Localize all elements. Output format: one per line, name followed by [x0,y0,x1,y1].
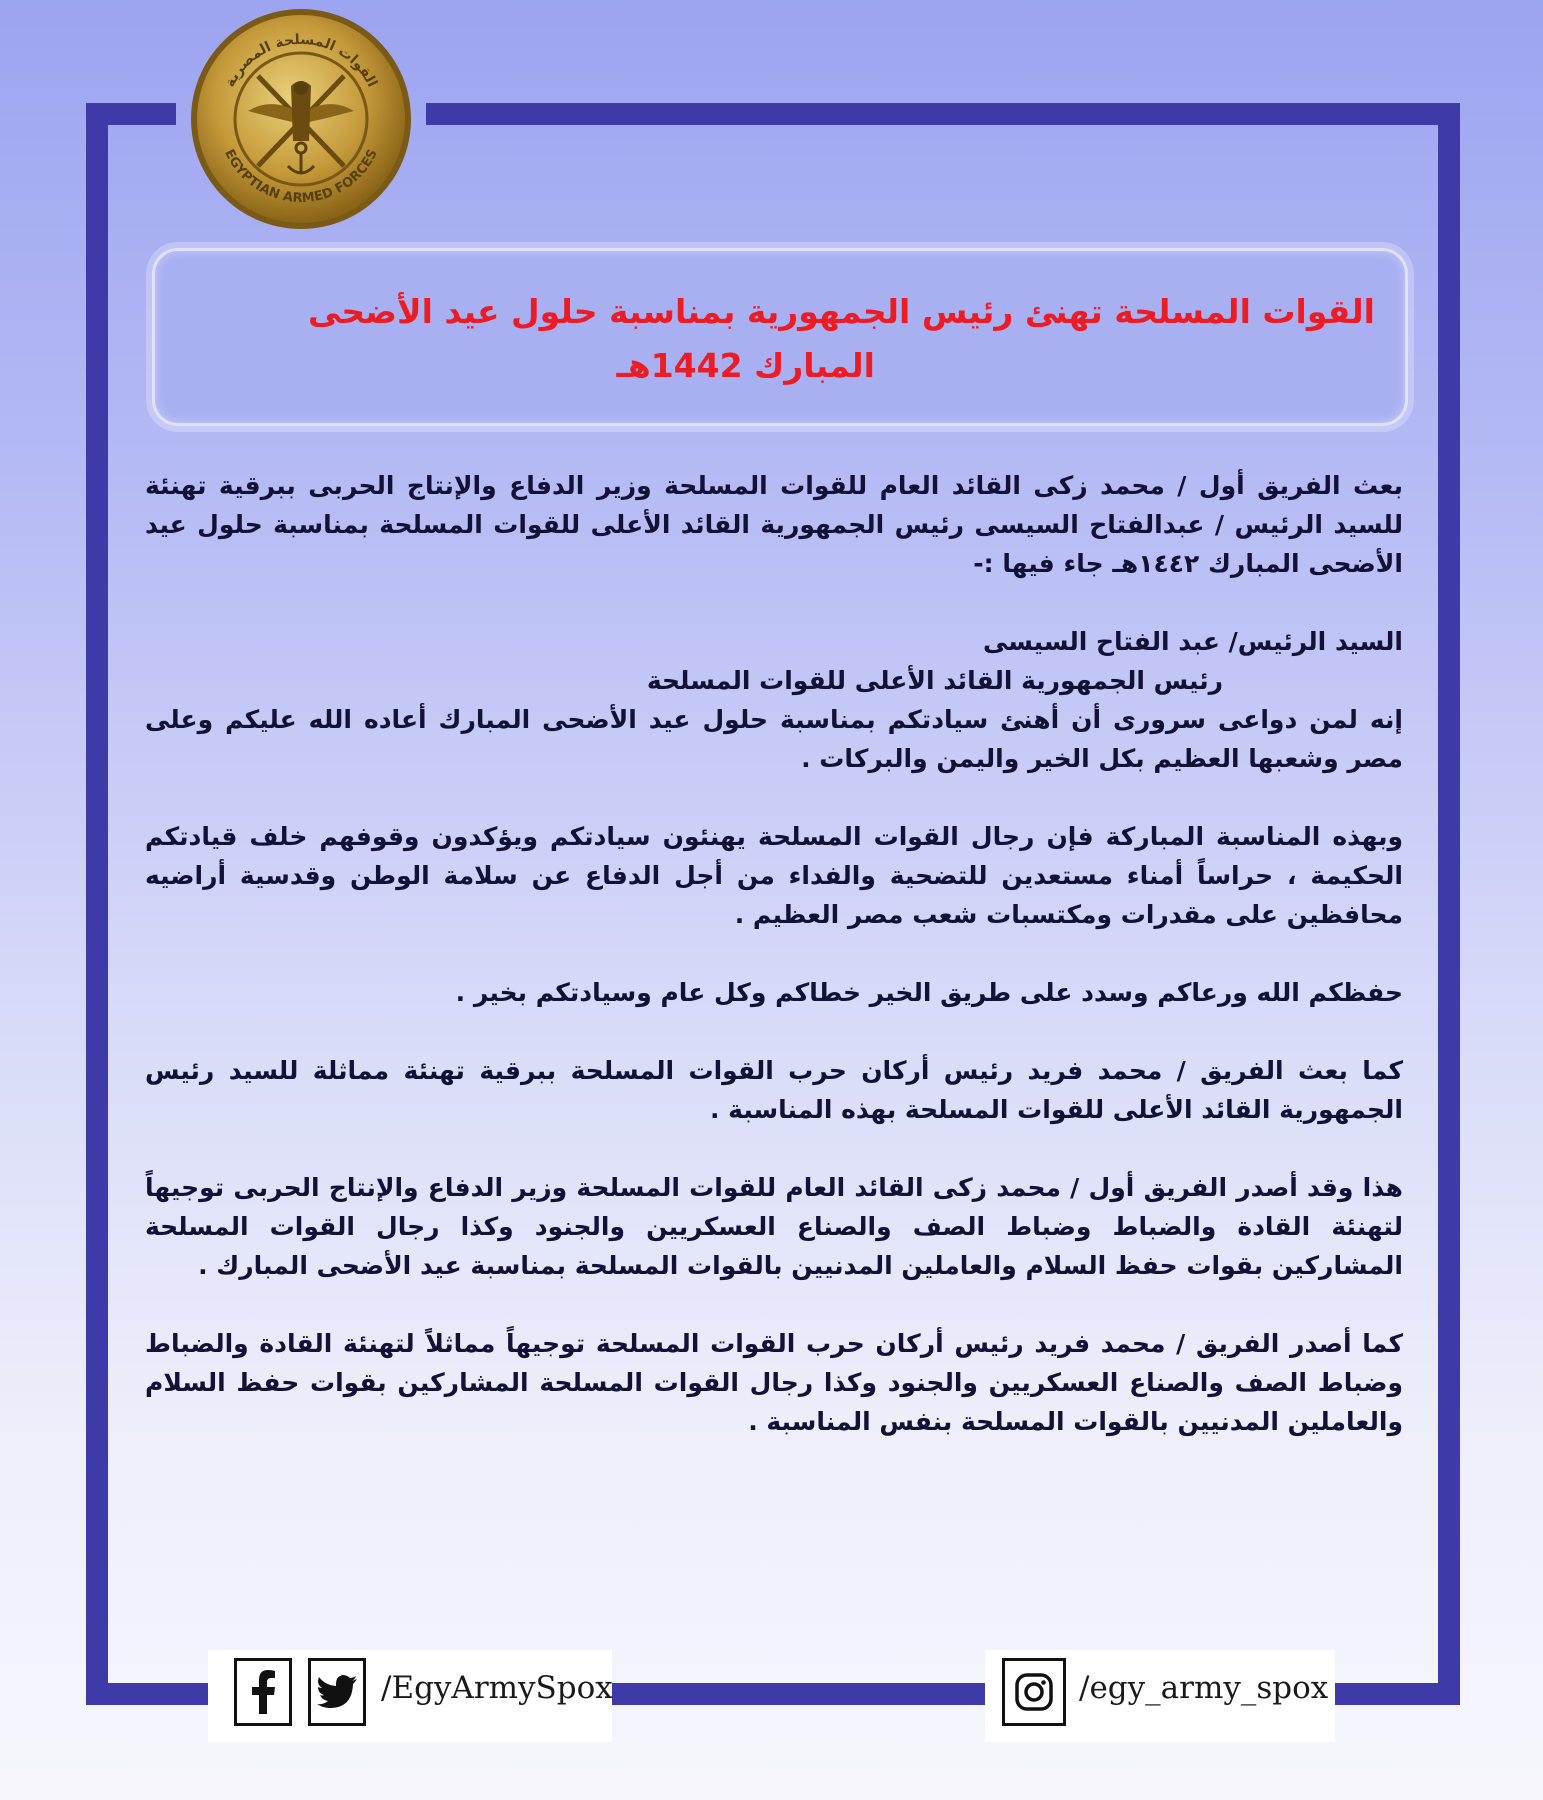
instagram-icon[interactable] [1002,1658,1066,1726]
frame-top-right [426,103,1460,125]
armed-forces-emblem [188,6,414,232]
paragraph-greeting: إنه لمن دواعى سرورى أن أهنئ سيادتكم بمناسبة حلول عيد الأضحى المبارك أعاده الله عليكم وعلى مصر وشعبها العظيم بكل الخير واليمن والبركات . [145,705,1403,773]
frame-left [86,103,108,1705]
facebook-icon[interactable] [234,1658,292,1726]
headline-line-2: المبارك 1442هـ [616,346,875,385]
frame-right [1438,103,1460,1705]
paragraph-similar-directive: كما أصدر الفريق / محمد فريد رئيس أركان حرب القوات المسلحة توجيهاً مماثلاً لتهنئة القادة والضباط وضباط الصف والصناع العسكريين والجنود وكذا رجال القوات المسلحة المشاركين بقوات حفظ السلام والعاملين المدنيين بالقوات المسلحة بنفس المناسبة . [145,1329,1403,1436]
svg-text:EGYPTIAN ARMED FORCES: EGYPTIAN ARMED FORCES [221,147,381,207]
paragraph-pledge: وبهذه المناسبة المباركة فإن رجال القوات المسلحة يهنئون سيادتكم ويؤكدون وقوفهم خلف قيادتكم الحكيمة ، حراساً أمناء مستعدين للتضحية والفداء من أجل الدفاع عن سلامة الوطن وقدسية أراضيه محافظين على مقدرات ومكتسبات شعب مصر العظيم . [145,822,1403,929]
headline-line-1: القوات المسلحة تهنئ رئيس الجمهورية بمناسبة حلول عيد الأضحى [308,292,1375,331]
paragraph-chief-of-staff: كما بعث الفريق / محمد فريد رئيس أركان حرب القوات المسلحة ببرقية تهنئة مماثلة للسيد رئيس الجمهورية القائد الأعلى للقوات المسلحة بهذه المناسبة . [145,1056,1403,1124]
paragraph-closing: حفظكم الله ورعاكم وسدد على طريق الخير خطاكم وكل عام وسيادتكم بخير . [455,978,1403,1007]
headline [175,285,1375,393]
headline-box [152,248,1408,426]
svg-text:القوات المسلحة المصرية: القوات المسلحة المصرية [221,31,381,90]
article-body [145,466,1403,1480]
addressee-title: رئيس الجمهورية القائد الأعلى للقوات المسلحة [646,666,1223,695]
paragraph-directive: هذا وقد أصدر الفريق أول / محمد زكى القائد العام للقوات المسلحة وزير الدفاع والإنتاج الحربى توجيهاً لتهنئة القادة والضباط وضباط الصف والصناع العسكريين والجنود وكذا رجال القوات المسلحة المشاركين بقوات حفظ السلام والعاملين المدنيين بالقوات المسلحة بمناسبة عيد الأضحى المبارك . [145,1173,1403,1280]
addressee-name: السيد الرئيس/ عبد الفتاح السيسى [982,627,1403,656]
paragraph-intro: بعث الفريق أول / محمد زكى القائد العام للقوات المسلحة وزير الدفاع والإنتاج الحربى ببرقية تهنئة للسيد الرئيس / عبدالفتاح السيسى رئيس الجمهورية القائد الأعلى للقوات المسلحة بمناسبة حلول عيد الأضحى المبارك ١٤٤٢هـ جاء فيها :- [145,471,1403,578]
twitter-icon[interactable] [308,1658,366,1726]
facebook-twitter-handle[interactable]: /EgyArmySpox [381,1670,613,1706]
instagram-handle[interactable]: /egy_army_spox [1079,1670,1329,1706]
